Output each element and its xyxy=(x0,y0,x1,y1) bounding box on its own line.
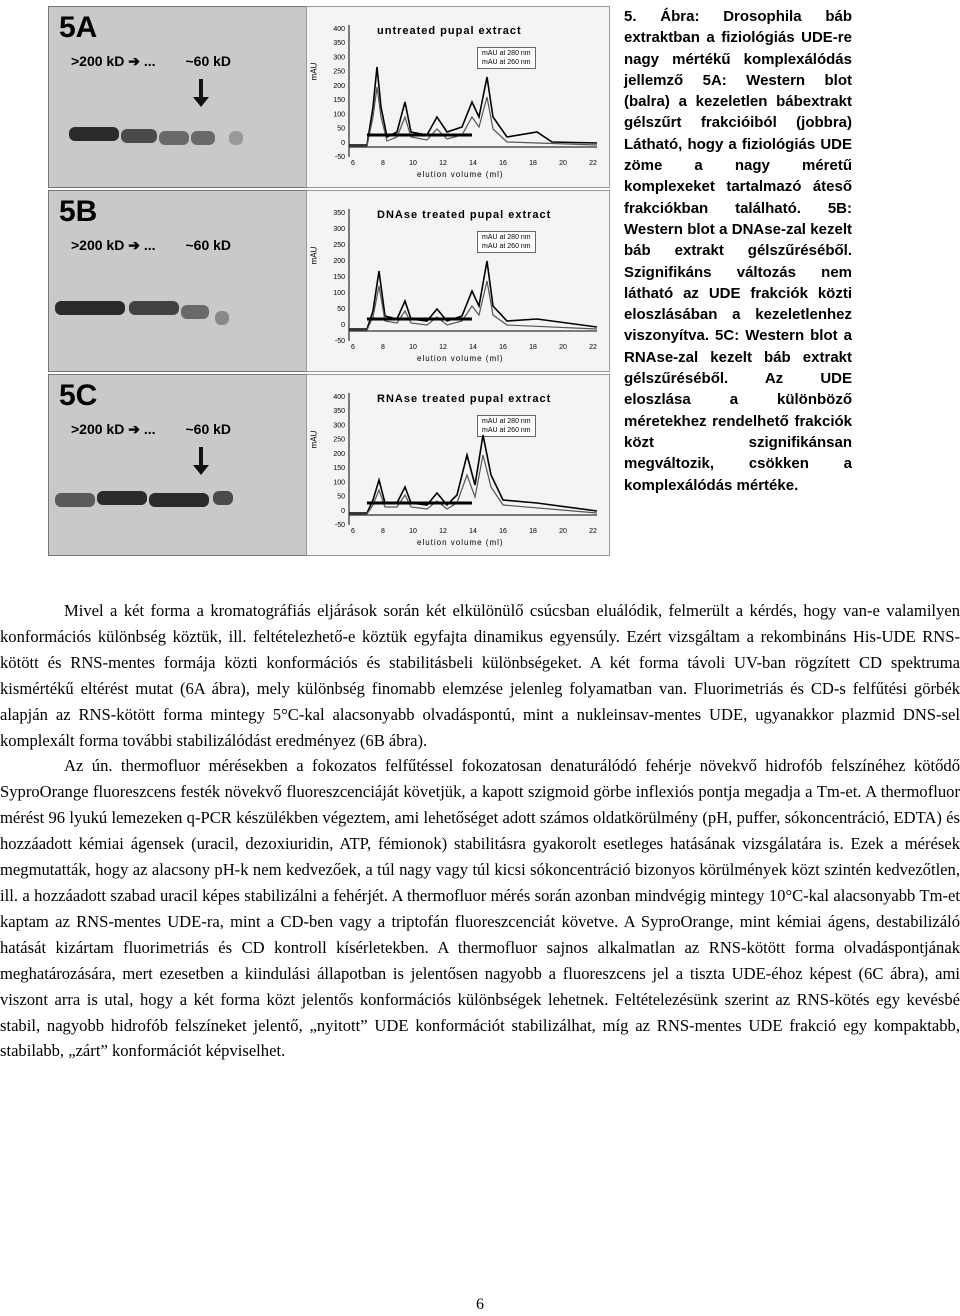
x-tick-label: 8 xyxy=(381,160,385,167)
y-tick-label: 200 xyxy=(333,82,345,90)
paragraph: Mivel a két forma a kromatográfiás eljárások során két elkülönülő csúcsban eluálódik, felmerült a kérdés, hogy van-e valamilyen konformációs különbség köztük, ill. feltételezhető-e köztük egyfajta dinamikus egyensúly. Ezért vizsgáltam a rekombináns His-UDE RNS-kötött és RNS-mentes formája közti konformációs és stabilitásbeli különbségeket. A két forma távoli UV-ban rögzített CD spektruma kismértékű eltérést mutat (6A ábra), mely különbség finomabb elemzése jelenleg folyamatban van. Fluorimetriás és CD-s felfűtési görbék alapján az RNS-kötött forma mintegy 5°C-kal alacsonyabb olvadáspontú, mint a nukleinsav-mentes UDE, ugyanakkor plazmid DNS-sel komplexált forma további stabilizálódást eredményez (6B ábra). xyxy=(0,601,960,750)
x-tick-label: 12 xyxy=(439,160,447,167)
x-tick-label: 14 xyxy=(469,344,477,351)
y-tick-label: 300 xyxy=(333,226,345,233)
y-tick-label: 200 xyxy=(333,258,345,265)
size-markers: >200 kD ➔ ... ~60 kD xyxy=(71,53,232,69)
western-blot-5a xyxy=(48,6,308,188)
size-markers: >200 kD ➔ ... ~60 kD xyxy=(71,237,232,253)
y-tick-label: -50 xyxy=(334,522,345,529)
panel-label: 5A xyxy=(59,11,98,44)
chromatogram-title: RNAse treated pupal extract xyxy=(377,393,552,405)
chromatogram-5a xyxy=(306,6,610,188)
x-tick-label: 18 xyxy=(529,344,537,351)
chromatogram-5b xyxy=(306,190,610,372)
y-axis-label: mAU xyxy=(309,430,319,449)
y-tick-label: 300 xyxy=(333,54,345,62)
y-tick-label: 150 xyxy=(333,465,345,473)
y-tick-label: 400 xyxy=(333,26,345,33)
y-tick-label: 100 xyxy=(333,479,345,487)
western-blot-5c xyxy=(48,374,308,556)
x-tick-label: 6 xyxy=(351,344,355,351)
blot-band xyxy=(69,127,119,141)
page-number: 6 xyxy=(476,1296,484,1313)
western-blot-5b xyxy=(48,190,308,372)
x-tick-label: 18 xyxy=(529,528,537,535)
x-axis-label: elution volume (ml) xyxy=(417,354,504,363)
arrow-down-icon xyxy=(199,447,203,467)
x-tick-label: 20 xyxy=(559,344,567,351)
x-tick-label: 8 xyxy=(381,528,385,535)
y-tick-label: 300 xyxy=(333,422,345,430)
chromatogram-legend: mAU at 280 nm mAU at 260 nm xyxy=(477,231,536,253)
x-tick-label: 18 xyxy=(529,160,537,167)
x-axis-label: elution volume (ml) xyxy=(417,170,504,179)
y-tick-label: 350 xyxy=(333,210,345,217)
y-tick-label: 150 xyxy=(333,97,345,105)
blot-band xyxy=(229,131,243,145)
y-tick-label: 400 xyxy=(333,394,345,401)
y-tick-label: 250 xyxy=(333,242,345,249)
x-tick-label: 16 xyxy=(499,160,507,167)
y-tick-label: 0 xyxy=(341,139,345,147)
y-tick-label: 50 xyxy=(337,125,345,133)
chromatogram-trace xyxy=(307,191,609,371)
x-tick-label: 6 xyxy=(351,160,355,167)
figure-caption: 5. Ábra: Drosophila báb extraktban a fiziológiás UDE-re nagy mértékű komplexálódás jellemző 5A: Western blot (balra) a kezeletlen bábextrakt gélszűrt frakcióiból (jobbra) Látható, hogy a fiziológiás UDE zöme a nagy méretű komplexeket tartalmazó áteső frakciókban található. 5B: Western blot a DNAse-zal kezelt báb extrakt gélszűréséből. Szignifikáns változás nem látható az UDE frakciók közti eloszlásában a kezeletlenhez viszonyítva. 5C: Western blot a RNAse-zal kezelt báb extrakt gélszűréséből. Az UDE eloszlása a különböző méretekhez rendelhető frakciók közt szignifikánsan megváltozik, csökken a komplexálódás mértéke. xyxy=(624,8,852,494)
y-tick-label: 200 xyxy=(333,450,345,458)
y-tick-label: 350 xyxy=(333,408,345,416)
arrow-down-icon xyxy=(199,79,203,99)
y-tick-label: 250 xyxy=(333,436,345,444)
x-tick-label: 10 xyxy=(409,528,417,535)
body-text xyxy=(0,598,960,1064)
y-tick-label: 100 xyxy=(333,111,345,119)
x-axis-label: elution volume (ml) xyxy=(417,538,504,547)
paragraph: Az ún. thermofluor mérésekben a fokozatos felfűtéssel fokozatosan denaturálódó fehérje növekvő hidrofób felszínéhez kötődő SyproOrange fluoreszcens festék növekvő fluoreszcenciáját követjük, a kapott szigmoid görbe inflexiós pontja megadja a Tm-et. A thermofluor mérést 96 lyukú lemezeken q-PCR készülékben végeztem, ami lehetőséget adott számos oldatkörülmény (pH, puffer, sókoncentráció, EDTA) és hozzáadott kémiai ágensek (uracil, dezoxiuridin, ATP, fémionok) stabilitásra gyakorolt esetleges hatásának vizsgálatára is. Ezek a mérések megmutatták, hogy az alacsony pH-k nem kedvezőek, a túl nagy vagy túl kicsi sókoncentráció bizonyos körülmények közt szintén kedvezőtlen, ill. a hozzáadott szabad uracil képes stabilizálni a fehérjét. A thermofluor mérés során azonban mindvégig mintegy 10°C-kal alacsonyabb Tm-et kaptam az RNS-mentes UDE-ra, mint a CD-ben vagy a triptofán fluoreszcenciát követve. A SyproOrange, mint kémiai ágens, destabilizáló hatását kizártam fluorimetriás és CD kontroll kísérletekben. A thermofluor sajnos alkalmatlan az RNS-kötött forma olvadáspontjának meghatározására, mert ezesetben a kiindulási állapotban is jelentősen nagyobb a fluoreszcens jel a tiszta UDE-éhoz képest (6C ábra), ami viszont arra is utal, hogy a két forma közt jelentős konformációs különbségek lehetnek. Feltételezésünk szerint az RNS-kötés egy kevésbé stabil, nagyobb hidrofób felszíneket jelentő, „nyitott” UDE konformációt stabilizálhat, míg az RNS-mentes UDE frakció egy kompaktabb, stabilabb, „zárt” konformációt képviselhet. xyxy=(0,756,960,1061)
chromatogram-5c xyxy=(306,374,610,556)
y-tick-label: 0 xyxy=(341,507,345,515)
y-axis-label: mAU xyxy=(309,246,319,265)
x-tick-label: 16 xyxy=(499,344,507,351)
x-tick-label: 10 xyxy=(409,344,417,351)
blot-band xyxy=(97,491,147,505)
size-markers: >200 kD ➔ ... ~60 kD xyxy=(71,421,232,437)
y-tick-label: 250 xyxy=(333,68,345,76)
y-tick-label: 50 xyxy=(337,493,345,501)
panel-label: 5C xyxy=(59,379,98,412)
blot-band xyxy=(215,311,229,325)
y-axis-label: mAU xyxy=(309,62,319,81)
panel-label: 5B xyxy=(59,195,98,228)
chromatogram-trace xyxy=(307,7,609,187)
x-tick-label: 20 xyxy=(559,160,567,167)
chromatogram-legend: mAU at 280 nm mAU at 260 nm xyxy=(477,47,536,69)
chromatogram-trace xyxy=(307,375,609,555)
x-tick-label: 6 xyxy=(351,528,355,535)
y-tick-label: -50 xyxy=(334,338,345,345)
blot-band xyxy=(55,493,95,507)
y-tick-label: -50 xyxy=(334,154,345,161)
x-tick-label: 10 xyxy=(409,160,417,167)
x-tick-label: 14 xyxy=(469,528,477,535)
y-tick-label: 100 xyxy=(333,290,345,297)
x-tick-label: 22 xyxy=(589,160,597,167)
chromatogram-title: DNAse treated pupal extract xyxy=(377,209,552,221)
x-tick-label: 12 xyxy=(439,344,447,351)
y-tick-label: 350 xyxy=(333,40,345,48)
x-tick-label: 22 xyxy=(589,344,597,351)
x-tick-label: 22 xyxy=(589,528,597,535)
blot-band xyxy=(129,301,179,315)
x-tick-label: 12 xyxy=(439,528,447,535)
blot-band xyxy=(121,129,157,143)
blot-band xyxy=(181,305,209,319)
y-tick-label: 50 xyxy=(337,306,345,313)
y-tick-label: 150 xyxy=(333,274,345,281)
chromatogram-title: untreated pupal extract xyxy=(377,25,522,37)
blot-band xyxy=(149,493,209,507)
blot-band xyxy=(213,491,233,505)
x-tick-label: 20 xyxy=(559,528,567,535)
x-tick-label: 16 xyxy=(499,528,507,535)
y-tick-label: 0 xyxy=(341,322,345,329)
blot-band xyxy=(191,131,215,145)
x-tick-label: 8 xyxy=(381,344,385,351)
blot-band xyxy=(159,131,189,145)
blot-band xyxy=(55,301,125,315)
chromatogram-legend: mAU at 280 nm mAU at 260 nm xyxy=(477,415,536,437)
x-tick-label: 14 xyxy=(469,160,477,167)
